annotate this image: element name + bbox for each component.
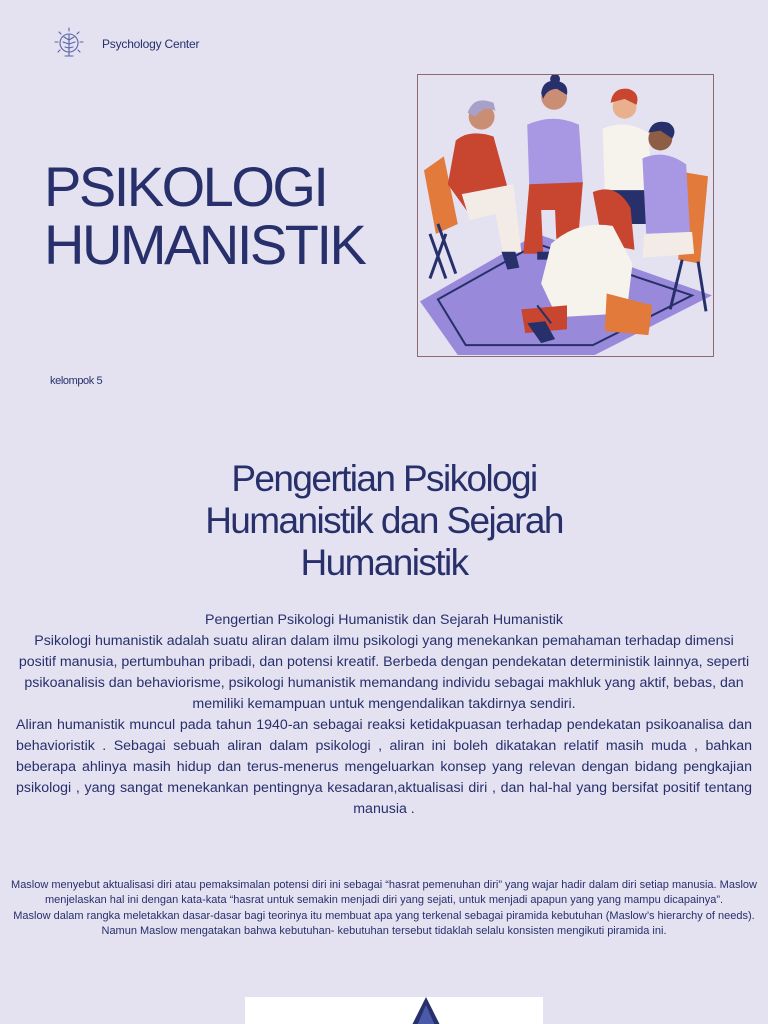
brand-logo [50,26,199,62]
group-label: kelompok 5 [50,375,103,387]
maslow-note-2: Maslow dalam rangka meletakkan dasar-dasar bagi teorinya itu membuat apa yang terkenal sebagai piramida kebutuhan (Maslow’s hierarchy of needs). Namun Maslow mengatakan bahwa kebutuhan- kebutuhan tersebut tidaklah selalu konsisten mengikuti piramida ini. [13,909,755,938]
page-title [44,155,365,276]
pyramid-icon [245,997,543,1024]
maslow-pyramid-figure [245,997,543,1024]
section-heading [0,458,768,584]
body-paragraph-history: Aliran humanistik muncul pada tahun 1940-an sebagai reaksi ketidakpuasan terhadap pendekatan psikoanalisa dan behavioristik . Sebagai sebuah aliran dalam psikologi , aliran ini boleh dikatakan relatif masih muda , bahkan beberapa ahlinya masih hidup dan terus-menerus mengeluarkan konsep yang relevan dengan bidang pengkajian psikologi , yang sangat menekankan pentingnya kesadaran,aktualisasi diri , dan hal-hal yang bersifat positif tentang manusia . [16,717,752,817]
maslow-notes [2,878,766,940]
group-therapy-illustration-art [418,75,713,356]
brand-name: Psychology Center [102,37,200,51]
section-heading-line-1: Pengertian Psikologi [231,458,537,499]
section-heading-line-2: Humanistik dan Sejarah [205,500,563,541]
body-subtitle: Pengertian Psikologi Humanistik dan Sejarah Humanistik [204,612,564,628]
section-heading-line-3: Humanistik [300,542,468,583]
body-text [16,610,752,820]
brain-tree-icon [50,26,88,62]
page-title-line-2: HUMANISTIK [44,213,365,276]
page-title-line-1: PSIKOLOGI [44,155,327,218]
group-therapy-illustration [417,74,714,357]
body-paragraph-definition: Psikologi humanistik adalah suatu aliran dalam ilmu psikologi yang menekankan pemahaman terhadap dimensi positif manusia, pertumbuhan pribadi, dan potensi kreatif. Berbeda dengan pendekatan deterministik lainnya, seperti psikoanalisis dan behaviorisme, psikologi humanistik memandang individu sebagai makhluk yang aktif, bebas, dan memiliki kemampuan untuk mengendalikan takdirnya sendiri. [18,633,750,712]
maslow-note-1: Maslow menyebut aktualisasi diri atau pemaksimalan potensi diri ini sebagai “hasrat pemenuhan diri” yang wajar hadir dalam diri setiap manusia. Maslow menjelaskan hal ini dengan kata-kata “hasrat untuk semakin menjadi diri yang sejati, untuk menjadi apapun yang yang mampu dicapainya”. [11,879,757,907]
